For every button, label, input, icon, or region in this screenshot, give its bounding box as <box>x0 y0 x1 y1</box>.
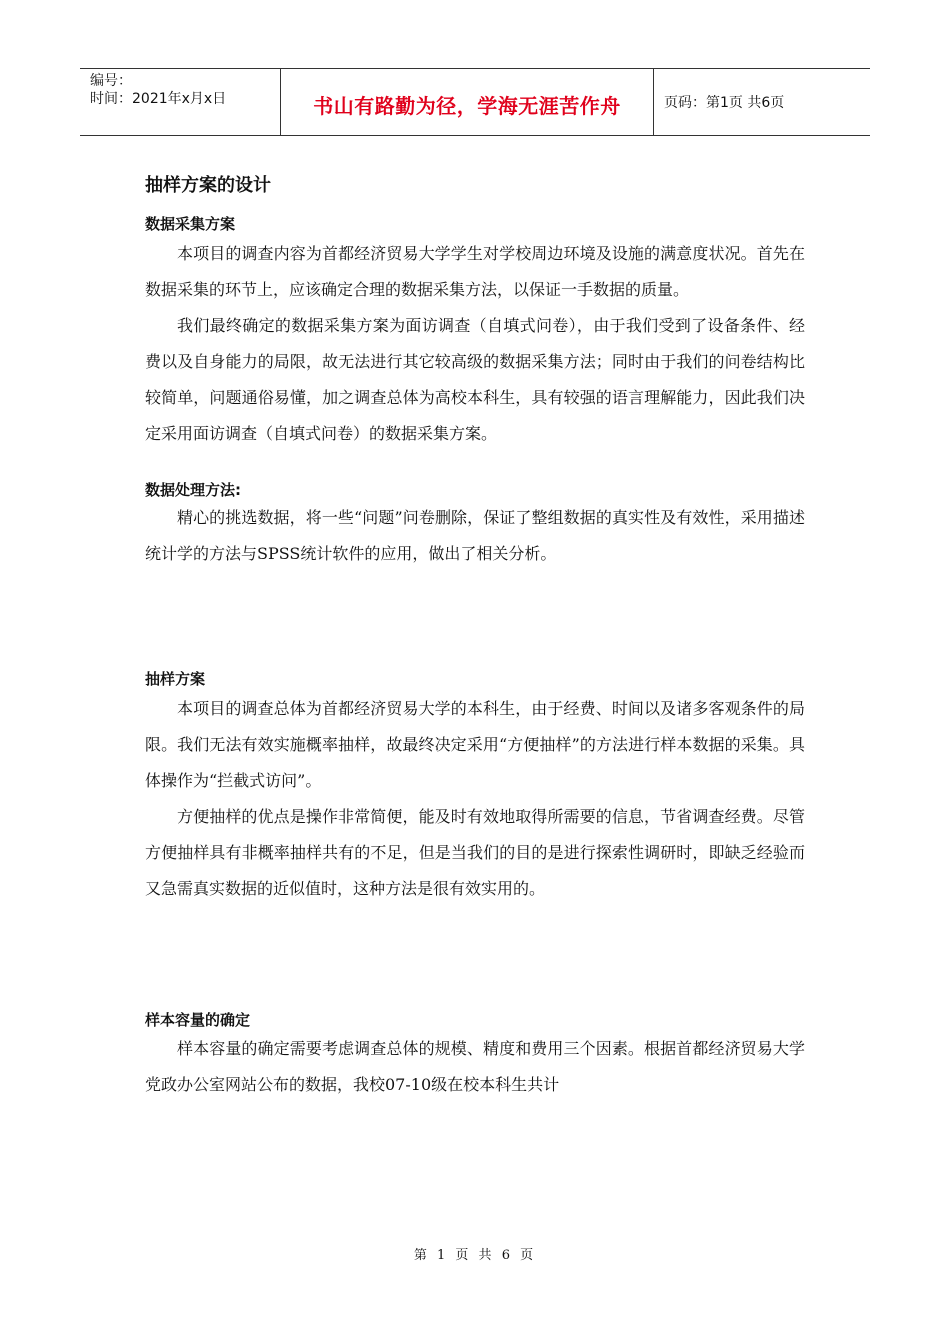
paragraph: 方便抽样的优点是操作非常简便，能及时有效地取得所需要的信息，节省调查经费。尽管方便抽样具有非概率抽样共有的不足，但是当我们的目的是进行探索性调研时，即缺乏经验而又急需真实数据的近似值时，这种方法是很有效实用的。 <box>145 807 805 898</box>
paragraph: 样本容量的确定需要考虑调查总体的规模、精度和费用三个因素。根据首都经济贸易大学党政办公室网站公布的数据，我校07-10级在校本科生共计 <box>145 1039 805 1094</box>
time-label: 时间：2021年x月x日 <box>90 91 227 107</box>
paragraph: 我们最终确定的数据采集方案为面访调查（自填式问卷），由于我们受到了设备条件、经费以及自身能力的局限，故无法进行其它较高级的数据采集方法；同时由于我们的问卷结构比较简单，问题通俗易懂，加之调查总体为高校本科生，具有较强的语言理解能力，因此我们决定采用面访调查（自填式问卷）的数据采集方案。 <box>145 316 805 443</box>
page-footer: 第 1 页 共 6 页 <box>413 1248 537 1263</box>
header-meta-cell <box>80 69 281 135</box>
section-heading-data-processing: 数据处理方法: <box>145 481 241 499</box>
paragraph: 本项目的调查内容为首都经济贸易大学学生对学校周边环境及设施的满意度状况。首先在数据采集的环节上，应该确定合理的数据采集方法，以保证一手数据的质量。 <box>145 244 805 299</box>
header-motto: 书山有路勤为径，学海无涯苦作舟 <box>281 69 654 135</box>
paragraph: 精心的挑选数据，将一些“问题”问卷删除，保证了整组数据的真实性及有效性，采用描述统计学的方法与SPSS统计软件的应用，做出了相关分析。 <box>145 508 805 563</box>
section-heading-sampling-plan: 抽样方案 <box>145 670 206 688</box>
header-page-info: 页码：第1页 共6页 <box>664 95 785 111</box>
serial-label: 编号： <box>90 73 132 89</box>
paragraph: 本项目的调查总体为首都经济贸易大学的本科生，由于经费、时间以及诸多客观条件的局限。我们无法有效实施概率抽样，故最终决定采用“方便抽样”的方法进行样本数据的采集。具体操作为“拦截式访问”。 <box>145 699 805 790</box>
document-title: 抽样方案的设计 <box>145 175 271 196</box>
section-heading-data-collection: 数据采集方案 <box>145 215 236 233</box>
document-header <box>80 68 870 136</box>
section-heading-sample-size: 样本容量的确定 <box>145 1011 251 1029</box>
document-body <box>145 168 805 1103</box>
